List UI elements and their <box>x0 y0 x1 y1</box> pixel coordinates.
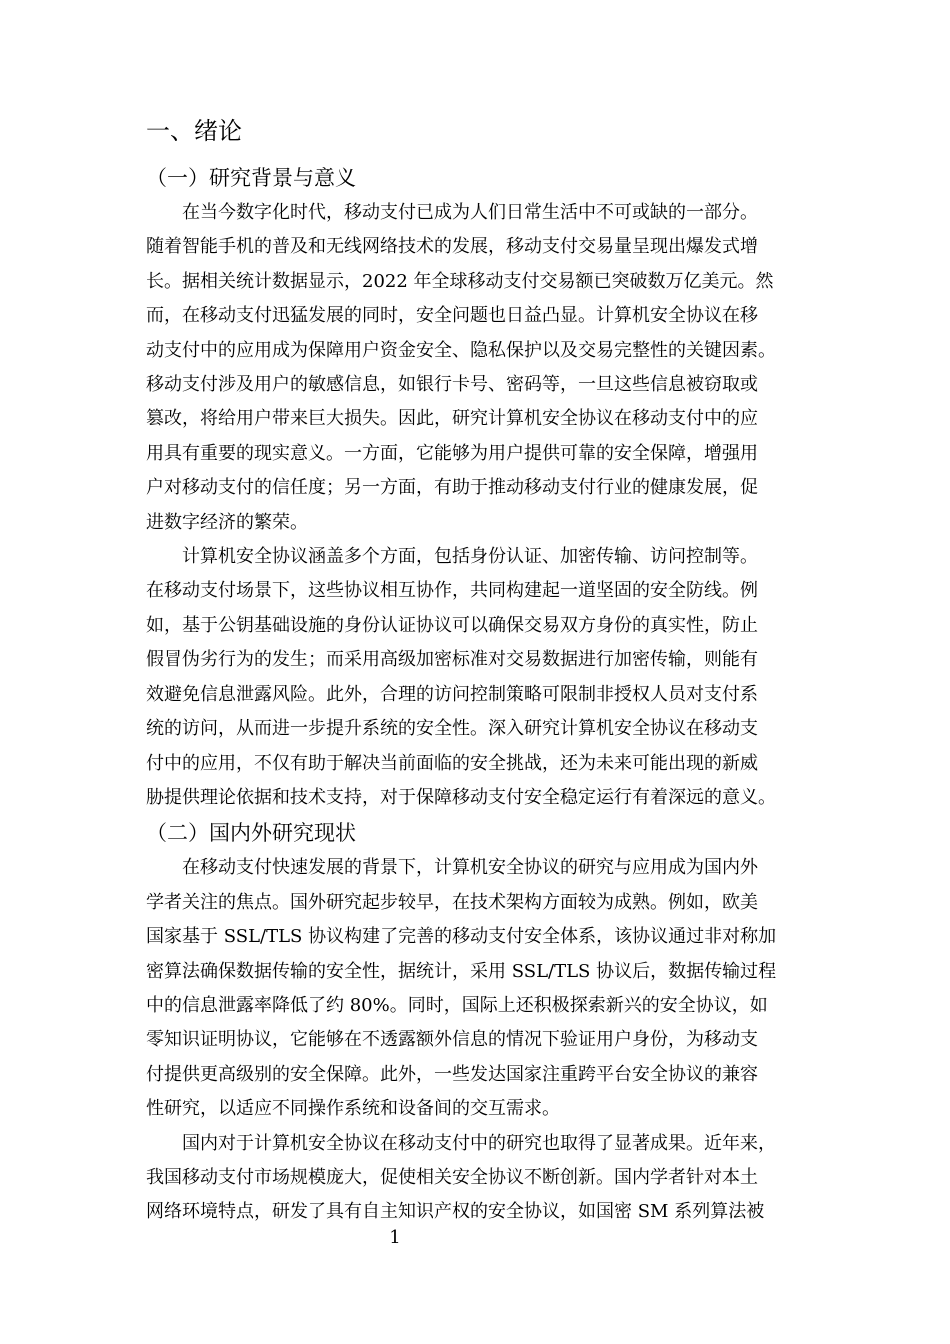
paragraph-line: 效避免信息泄露风险。此外，合理的访问控制策略可限制非授权人员对支付系 <box>146 683 758 705</box>
paragraph-line: 动支付中的应用成为保障用户资金安全、隐私保护以及交易完整性的关键因素。 <box>146 339 776 361</box>
paragraph-line: 用具有重要的现实意义。一方面，它能够为用户提供可靠的安全保障，增强用 <box>146 442 758 464</box>
page-number: 1 <box>389 1227 401 1248</box>
paragraph-line: 付中的应用，不仅有助于解决当前面临的安全挑战，还为未来可能出现的新威 <box>146 752 758 774</box>
paragraph-line: 长。据相关统计数据显示，2022 年全球移动支付交易额已突破数万亿美元。然 <box>146 270 774 292</box>
paragraph-line: 随着智能手机的普及和无线网络技术的发展，移动支付交易量呈现出爆发式增 <box>146 236 758 258</box>
paragraph-line: 中的信息泄露率降低了约 80%。同时，国际上还积极探索新兴的安全协议，如 <box>146 994 768 1016</box>
paragraph-line: 付提供更高级别的安全保障。此外，一些发达国家注重跨平台安全协议的兼容 <box>146 1063 758 1085</box>
paragraph-line: 篡改，将给用户带来巨大损失。因此，研究计算机安全协议在移动支付中的应 <box>146 408 758 430</box>
paragraph-line: 国家基于 SSL/TLS 协议构建了完善的移动支付安全体系，该协议通过非对称加 <box>146 926 777 948</box>
paragraph-line: 计算机安全协议涵盖多个方面，包括身份认证、加密传输、访问控制等。 <box>182 546 758 568</box>
paragraph-line: 而，在移动支付迅猛发展的同时，安全问题也日益凸显。计算机安全协议在移 <box>146 305 758 327</box>
paragraph-line: 密算法确保数据传输的安全性，据统计，采用 SSL/TLS 协议后，数据传输过程 <box>146 960 777 982</box>
paragraph-line: 进数字经济的繁荣。 <box>146 511 308 533</box>
paragraph-line: 假冒伪劣行为的发生；而采用高级加密标准对交易数据进行加密传输，则能有 <box>146 649 758 671</box>
chapter-heading: 一、绪论 <box>146 117 242 145</box>
paragraph-line: 户对移动支付的信任度；另一方面，有助于推动移动支付行业的健康发展，促 <box>146 477 758 499</box>
paragraph <box>146 196 806 540</box>
document-body <box>146 112 806 1230</box>
paragraph-line: 我国移动支付市场规模庞大，促使相关安全协议不断创新。国内学者针对本土 <box>146 1166 758 1188</box>
paragraph-line: 性研究，以适应不同操作系统和设备间的交互需求。 <box>146 1098 560 1120</box>
section-heading-research-status: （二）国内外研究现状 <box>146 821 356 846</box>
paragraph-line: 胁提供理论依据和技术支持，对于保障移动支付安全稳定运行有着深远的意义。 <box>146 786 776 808</box>
paragraph-line: 在移动支付场景下，这些协议相互协作，共同构建起一道坚固的安全防线。例 <box>146 580 758 602</box>
paragraph <box>146 1127 806 1230</box>
paragraph <box>146 540 806 815</box>
paragraph-line: 学者关注的焦点。国外研究起步较早，在技术架构方面较为成熟。例如，欧美 <box>146 891 758 913</box>
paragraph-line: 零知识证明协议，它能够在不透露额外信息的情况下验证用户身份，为移动支 <box>146 1029 758 1051</box>
paragraph-line: 统的访问，从而进一步提升系统的安全性。深入研究计算机安全协议在移动支 <box>146 718 758 740</box>
paragraph-line: 国内对于计算机安全协议在移动支付中的研究也取得了显著成果。近年来， <box>182 1132 776 1154</box>
paragraph-line: 网络环境特点，研发了具有自主知识产权的安全协议，如国密 SM 系列算法被 <box>146 1201 765 1223</box>
paragraph-line: 如，基于公钥基础设施的身份认证协议可以确保交易双方身份的真实性，防止 <box>146 614 758 636</box>
paragraph-line: 在当今数字化时代，移动支付已成为人们日常生活中不可或缺的一部分。 <box>182 202 758 223</box>
paragraph-line: 移动支付涉及用户的敏感信息，如银行卡号、密码等，一旦这些信息被窃取或 <box>146 374 758 396</box>
paragraph-line: 在移动支付快速发展的背景下，计算机安全协议的研究与应用成为国内外 <box>182 857 758 879</box>
paragraph <box>146 851 806 1126</box>
section-heading-background: （一）研究背景与意义 <box>146 166 356 190</box>
